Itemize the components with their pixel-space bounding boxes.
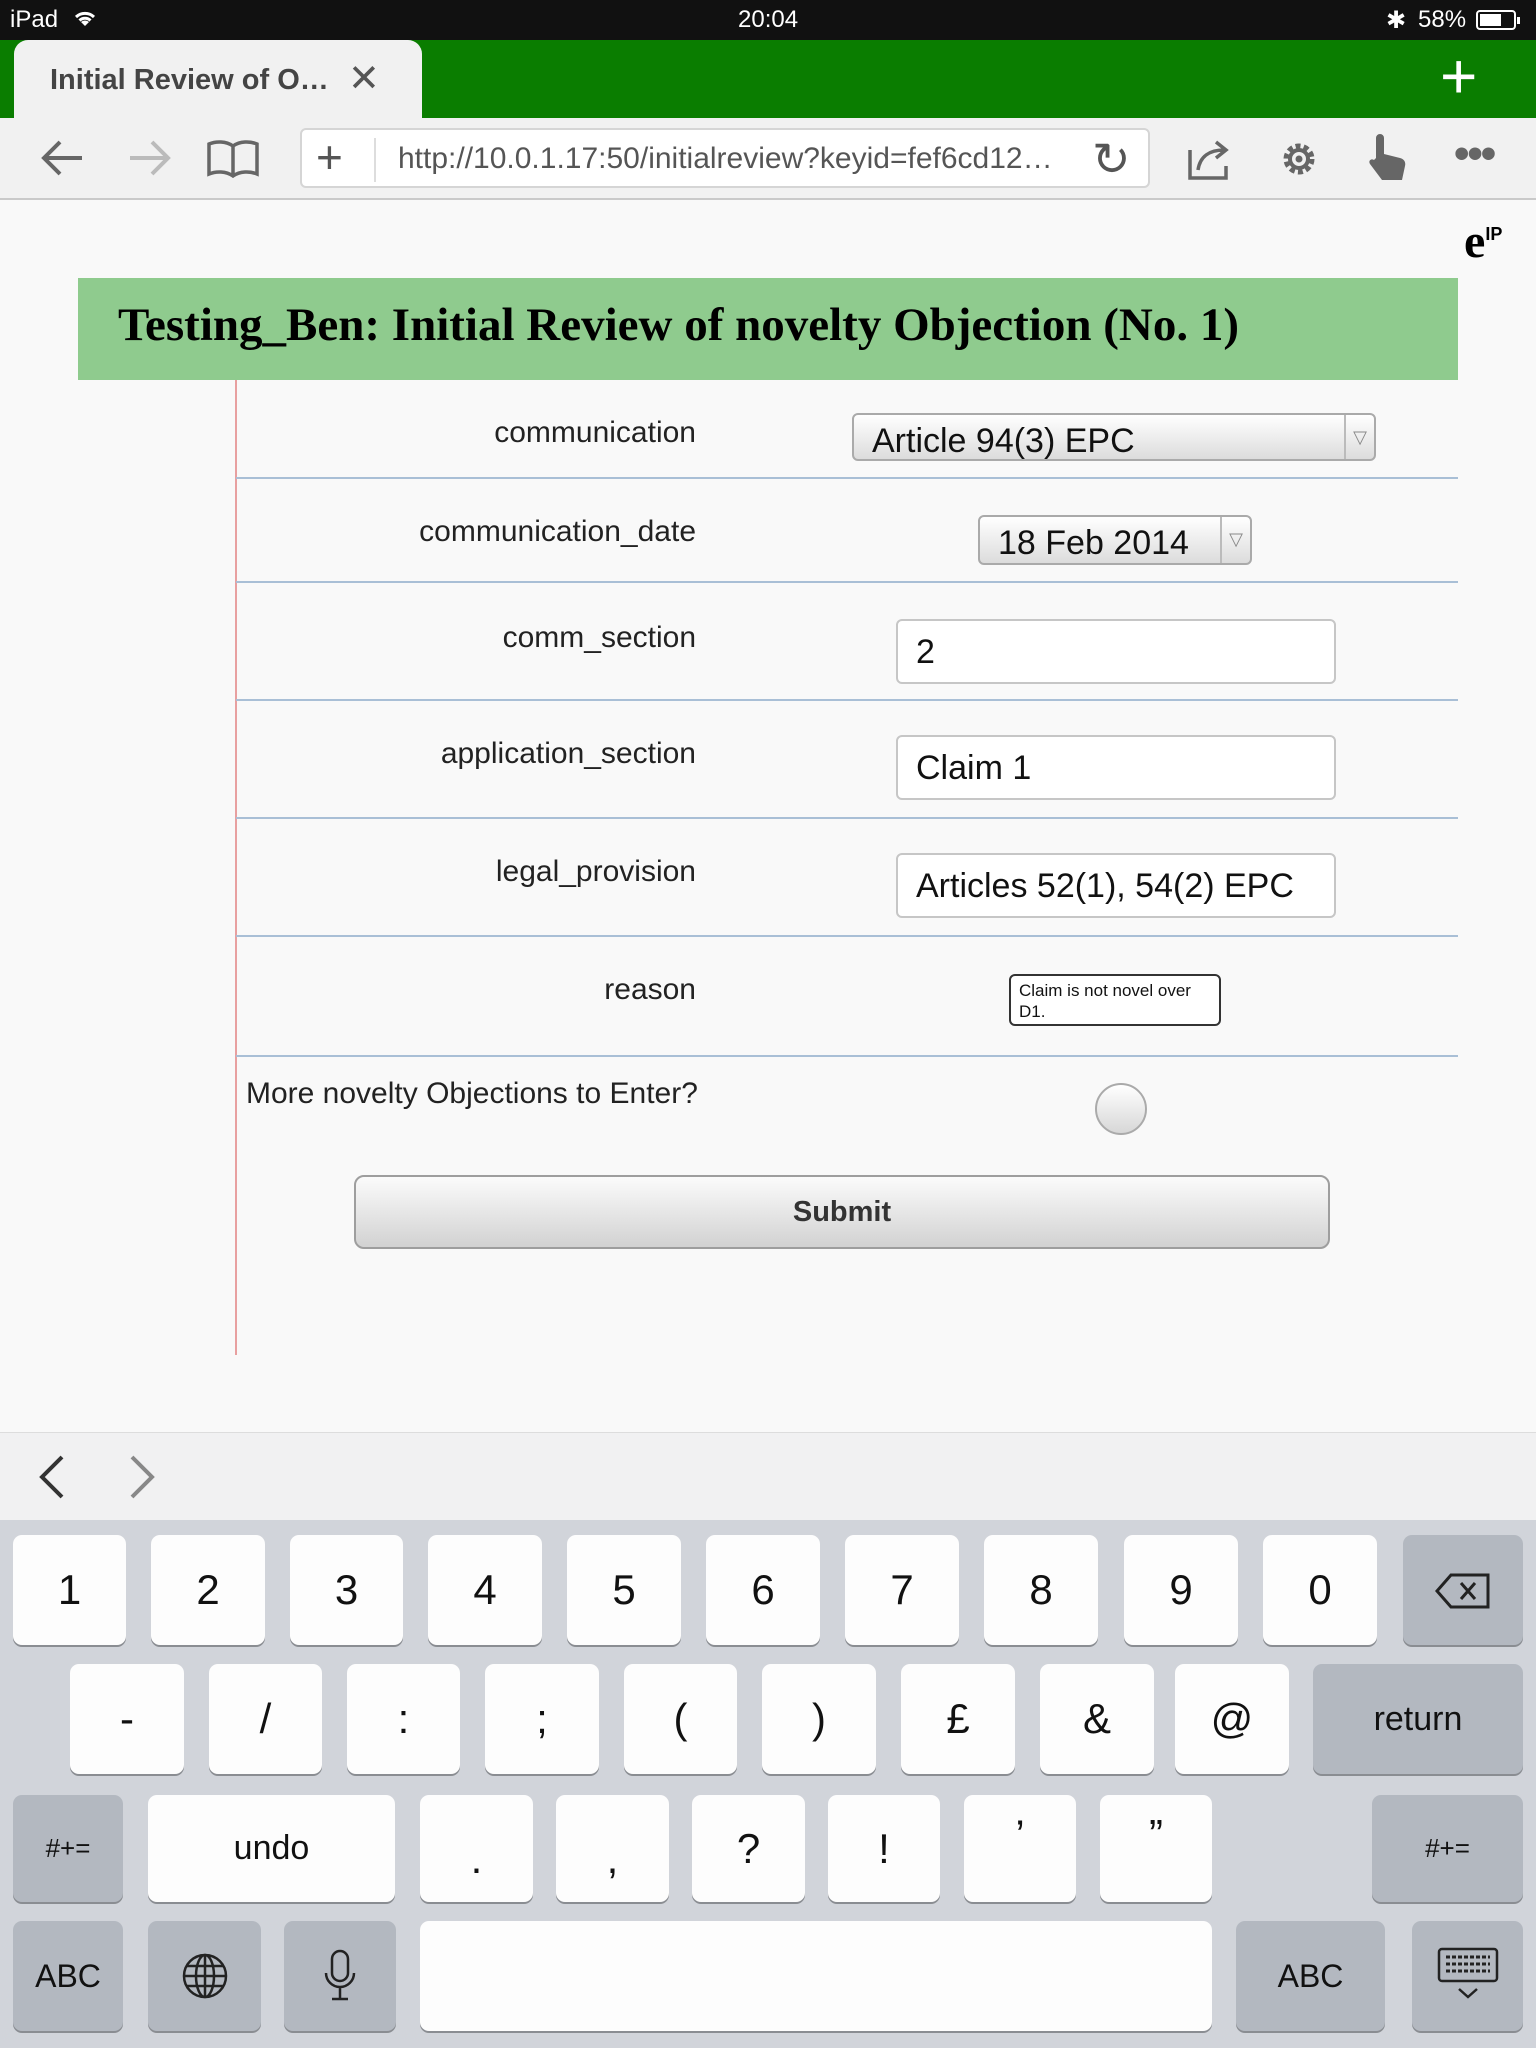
reload-icon[interactable]: ↻ [1092, 133, 1131, 185]
globe-icon [181, 1952, 229, 2000]
return-key[interactable]: return [1313, 1664, 1523, 1774]
status-bar [0, 0, 1536, 40]
key-2[interactable]: 2 [151, 1535, 265, 1645]
hide-keyboard-key[interactable] [1412, 1921, 1523, 2031]
key-colon[interactable]: : [347, 1664, 460, 1774]
more-objections-label: More novelty Objections to Enter? [246, 1077, 698, 1110]
battery-icon [1476, 10, 1516, 30]
more-objections-radio[interactable] [1095, 1083, 1147, 1135]
new-tab-button[interactable]: + [1440, 40, 1478, 112]
submit-button[interactable]: Submit [354, 1175, 1330, 1249]
browser-toolbar [0, 118, 1536, 200]
symbols-key-left[interactable]: #+= [13, 1795, 123, 1902]
undo-key[interactable]: undo [148, 1795, 395, 1902]
key-9[interactable]: 9 [1124, 1535, 1238, 1645]
key-semicolon[interactable]: ; [485, 1664, 599, 1774]
close-tab-icon[interactable]: ✕ [348, 58, 380, 100]
row-reason [236, 937, 1458, 1057]
row-application-section [236, 701, 1458, 819]
key-question[interactable]: ? [692, 1795, 805, 1902]
reason-label: reason [604, 973, 696, 1006]
key-7[interactable]: 7 [845, 1535, 959, 1645]
gear-icon[interactable] [1276, 136, 1322, 182]
key-open-paren[interactable]: ( [624, 1664, 737, 1774]
key-6[interactable]: 6 [706, 1535, 820, 1645]
more-icon[interactable]: ••• [1454, 129, 1495, 178]
page-title: Testing_Ben: Initial Review of novelty Objection (No. 1) [118, 299, 1239, 351]
key-at[interactable]: @ [1175, 1664, 1289, 1774]
hand-pointer-icon[interactable] [1364, 132, 1410, 184]
battery-percent: 58% [1418, 6, 1467, 33]
key-period[interactable]: . [420, 1795, 533, 1902]
key-close-paren[interactable]: ) [762, 1664, 876, 1774]
key-apostrophe[interactable]: ’ [964, 1795, 1076, 1902]
row-legal-provision [236, 819, 1458, 937]
space-bar[interactable] [420, 1921, 1212, 2031]
tab-bar [0, 40, 1536, 118]
browser-tab[interactable] [14, 40, 422, 118]
key-8[interactable]: 8 [984, 1535, 1098, 1645]
device-name: iPad [10, 6, 59, 33]
bluetooth-icon: ✱ [1386, 7, 1407, 34]
abc-key-left[interactable]: ABC [13, 1921, 123, 2031]
microphone-icon [323, 1949, 357, 2003]
back-icon[interactable] [38, 138, 86, 178]
key-pound[interactable]: £ [901, 1664, 1015, 1774]
communication-label: communication [494, 416, 696, 449]
next-field-icon[interactable] [126, 1453, 158, 1501]
wifi-icon [72, 8, 98, 28]
chevron-down-icon: ▽ [1220, 517, 1250, 563]
page-header [78, 278, 1458, 380]
dictation-key[interactable] [284, 1921, 396, 2031]
key-quote[interactable]: ” [1100, 1795, 1212, 1902]
key-3[interactable]: 3 [290, 1535, 403, 1645]
backspace-icon [1435, 1573, 1491, 1609]
key-5[interactable]: 5 [567, 1535, 681, 1645]
communication-select[interactable]: Article 94(3) EPC ▽ [852, 413, 1376, 461]
add-bookmark-icon[interactable]: + [316, 131, 343, 183]
row-comm-section [236, 583, 1458, 701]
clock: 20:04 [738, 6, 799, 33]
chevron-down-icon: ▽ [1344, 415, 1374, 459]
key-1[interactable]: 1 [13, 1535, 126, 1645]
application-section-label: application_section [440, 737, 696, 770]
abc-key-right[interactable]: ABC [1236, 1921, 1385, 2031]
key-exclamation[interactable]: ! [828, 1795, 940, 1902]
forward-icon[interactable] [126, 138, 174, 178]
key-slash[interactable]: / [209, 1664, 322, 1774]
keyboard-accessory-bar [0, 1432, 1536, 1520]
key-hyphen[interactable]: - [70, 1664, 184, 1774]
symbols-key-right[interactable]: #+= [1372, 1795, 1523, 1902]
row-communication-date [236, 479, 1458, 583]
reason-textarea[interactable]: Claim is not novel over D1. [1009, 974, 1221, 1026]
comm-section-label: comm_section [502, 621, 696, 654]
legal-provision-input[interactable]: Articles 52(1), 54(2) EPC [896, 853, 1336, 918]
url-text: http://10.0.1.17:50/initialreview?keyid=fef6cd12… [398, 142, 1053, 175]
on-screen-keyboard [0, 1520, 1536, 2048]
share-icon[interactable] [1186, 136, 1236, 182]
bookmarks-icon[interactable] [206, 138, 260, 178]
key-ampersand[interactable]: & [1040, 1664, 1154, 1774]
backspace-key[interactable] [1403, 1535, 1523, 1645]
key-0[interactable]: 0 [1263, 1535, 1377, 1645]
row-communication [236, 380, 1458, 479]
eip-logo: $e^{IP}$ [1464, 215, 1503, 268]
globe-key[interactable] [148, 1921, 261, 2031]
previous-field-icon[interactable] [36, 1453, 68, 1501]
keyboard-dismiss-icon [1437, 1947, 1499, 2003]
communication-date-select[interactable]: 18 Feb 2014 ▽ [978, 515, 1252, 565]
address-bar[interactable] [300, 128, 1150, 188]
legal-provision-label: legal_provision [495, 855, 696, 888]
tab-title: Initial Review of O… [50, 64, 329, 96]
comm-section-input[interactable]: 2 [896, 619, 1336, 684]
key-comma[interactable]: , [556, 1795, 669, 1902]
communication-date-label: communication_date [419, 515, 696, 548]
application-section-input[interactable]: Claim 1 [896, 735, 1336, 800]
key-4[interactable]: 4 [428, 1535, 542, 1645]
